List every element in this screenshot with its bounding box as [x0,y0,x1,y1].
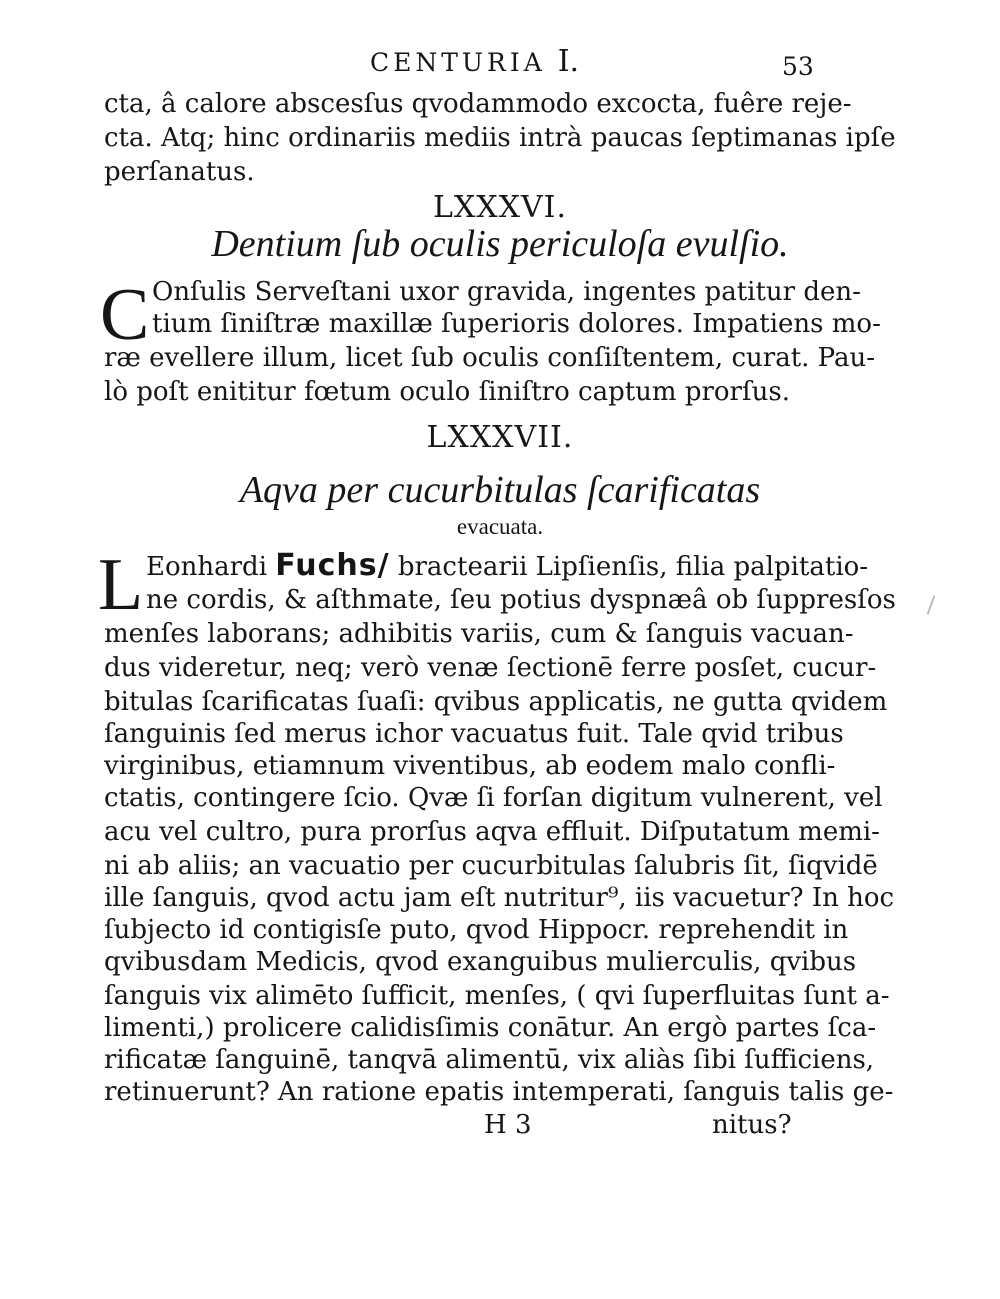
drop-cap: C [100,274,150,356]
chapter-number: LXXXVI. [432,190,568,225]
drop-cap: L [98,544,144,626]
text-line: cta, â calore abscesſus qvodammodo excocta, fuêre reje- [104,89,852,119]
text-fragment: Eonhardi [146,552,276,582]
text-line: ſanguis vix alimēto ſufficit, menſes, ( qvi ſuperfluitas ſunt a- [104,981,890,1011]
text-line: ni ab aliis; an vacuatio per cucurbitulas ſalubris ſit, ſiqvidē [104,851,878,881]
text-line: tium ſiniſtræ maxillæ ſuperioris dolores. Impatiens mo- [152,309,881,339]
chapter-number: LXXXVII. [426,420,574,455]
text-line: acu vel cultro, pura prorſus aqva effluit. Diſputatum memi- [104,817,880,847]
text-line-first [146,548,869,583]
text-line: ſanguinis ſed merus ichor vacuatus fuit. Tale qvid tribus [104,719,844,749]
signature-mark: H 3 [484,1110,532,1140]
running-header [370,44,579,79]
text-line: Onſulis Serveſtani uxor gravida, ingentes patitur den- [152,277,861,307]
text-fragment: bractearii Lipſienſis, filia palpitatio- [389,552,869,582]
text-line: perſanatus. [104,157,255,187]
text-line: virginibus, etiamnum viventibus, ab eodem malo confli- [104,751,836,781]
text-line: menſes laborans; adhibitis variis, cum & ſanguis vacuan- [104,619,854,649]
text-line: rificatæ ſanguinē, tanqvā alimentū, vix aliàs ſibi ſufficiens, [104,1045,875,1075]
text-line: bitulas ſcarificatas ſuaſi: qvibus applicatis, ne gutta qvidem [104,687,888,717]
text-line: retinuerunt? An ratione epatis intemperati, ſanguis talis ge- [104,1077,894,1107]
text-line: lò poſt enititur fœtum oculo ſiniſtro captum prorſus. [104,377,790,407]
text-line: limenti,) prolicere calidisſimis conātur. An ergò partes ſca- [104,1013,877,1043]
catchword: nitus? [712,1110,792,1140]
text-line: ne cordis, & aſthmate, ſeu potius dyspnæâ ob ſuppresſos [146,585,896,615]
text-line: cta. Atq; hinc ordinariis mediis intrà paucas ſeptimanas ipſe [104,123,896,153]
text-line: dus videretur, neq; verò venæ ſectionē ferre posſet, cucur- [104,653,877,683]
person-name: Fuchs/ [275,548,390,583]
page-blemish [927,595,936,614]
chapter-subtitle: evacuata. [456,514,544,539]
text-line: ſubjecto id contigisſe puto, qvod Hippocr. reprehendit in [104,915,849,945]
text-line: ille ſanguis, qvod actu jam eſt nutritur⁹, iis vacuetur? In hoc [104,883,895,913]
running-title: CENTURIA [370,48,546,77]
chapter-title: Dentium ſub oculis periculoſa evulſio. [211,223,789,265]
text-line: qvibusdam Medicis, qvod exanguibus mulierculis, qvibus [104,947,857,977]
chapter-title: Aqva per cucurbitulas ſcarificatas [239,469,761,511]
century-numeral: I. [557,44,580,79]
text-line: ctatis, contingere ſcio. Qvæ ſi forſan digitum vulnerent, vel [104,783,883,813]
text-line: ræ evellere illum, licet ſub oculis conſiſtentem, curat. Pau- [104,343,876,373]
page-number: 53 [782,52,814,81]
